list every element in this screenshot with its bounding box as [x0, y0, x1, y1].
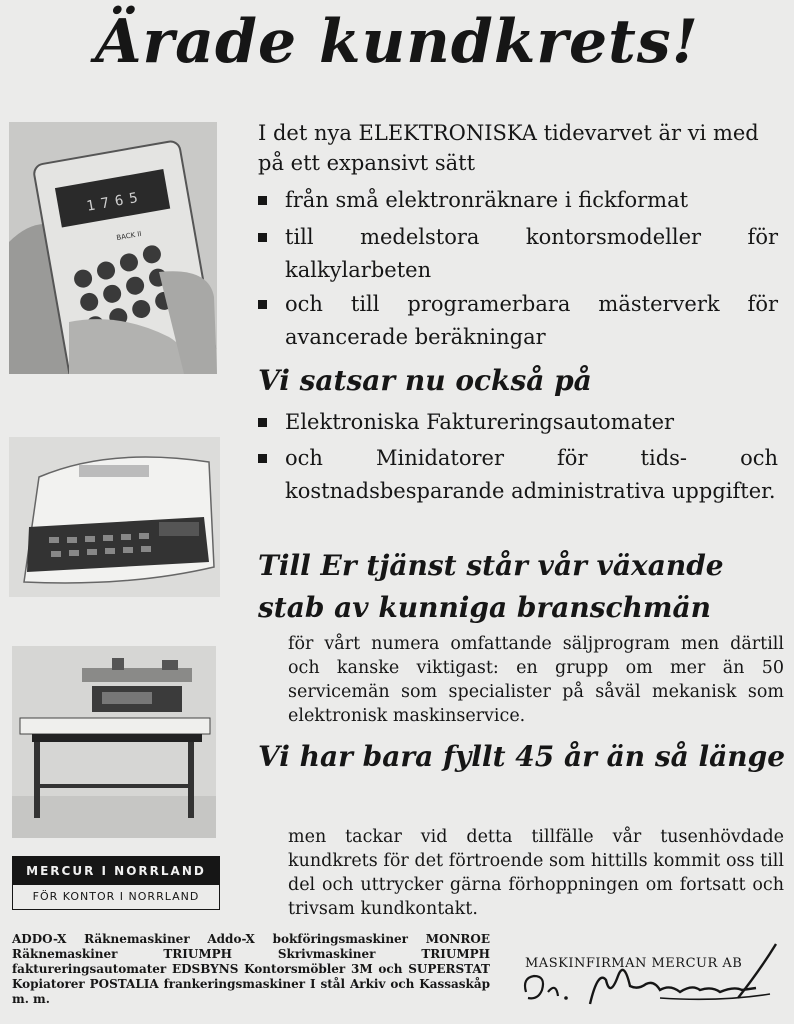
- photo-office-desk: [12, 646, 216, 838]
- bullet-square-icon: [258, 418, 267, 427]
- heading-45-ar: Vi har bara fyllt 45 år än så länge: [258, 740, 786, 773]
- signature: [520, 940, 788, 1016]
- photo-pocket-calculator: [9, 122, 217, 374]
- bullet-text: och Minidatorer för tids- och kostnadsbesparande administrativa uppgifter.: [285, 446, 778, 503]
- bullet-text: från små elektronräknare i fickformat: [285, 188, 689, 212]
- bullet-square-icon: [258, 454, 267, 463]
- headline: Ärade kundkrets!: [94, 7, 700, 77]
- paragraph-thanks: men tackar vid detta tillfälle vår tusenhövdade kundkrets för det förtroende som hittills kommit oss till del och uttrycker gärna förhoppningen om fortsatt och trivsam kundkontakt.: [288, 827, 784, 919]
- mercur-badge: [12, 856, 220, 910]
- heading-vi-satsar: Vi satsar nu också på: [258, 364, 592, 397]
- photo-desktop-calculator: [9, 437, 220, 597]
- calculator-brand: BACK II: [115, 229, 143, 243]
- company-name: MASKINFIRMAN MERCUR AB: [525, 956, 743, 971]
- intro-text: I det nya ELEKTRONISKA tidevarvet är vi med på ett expansivt sätt: [258, 121, 759, 175]
- bullet-text: till medelstora kontorsmodeller för kalkylarbeten: [285, 225, 778, 282]
- calculator-display-digits: 1765: [85, 189, 145, 215]
- bullet-item: [258, 221, 778, 287]
- bullet-text: och till programerbara mästerverk för avancerade beräkningar: [285, 292, 778, 349]
- paragraph-service: för vårt numera omfattande säljprogram men därtill och kanske viktigast: en grupp om mer än 50 servicemän som specialister på såväl mekanisk som elektronisk maskinservice.: [288, 634, 784, 726]
- bullet-square-icon: [258, 196, 267, 205]
- bullet-square-icon: [258, 300, 267, 309]
- badge-subtitle: FÖR KONTOR I NORRLAND: [32, 890, 200, 903]
- badge-title: MERCUR I NORRLAND: [13, 857, 219, 885]
- bullet-item: [258, 184, 778, 217]
- bullet-item: [258, 406, 778, 439]
- bullet-square-icon: [258, 233, 267, 242]
- bullet-item: [258, 442, 778, 508]
- bullet-item: [258, 288, 778, 354]
- heading-till-er-tjanst: Till Er tjänst står vår växande stab av kunniga branschmän: [258, 549, 724, 624]
- product-list: ADDO-X Räknemaskiner Addo-X bokföringsmaskiner MONROE Räknemaskiner TRIUMPH Skrivmaskiner TRIUMPH faktureringsautomater EDSBYNS Kontorsmöbler 3M och SUPERSTAT Kopiatorer POSTALIA frankeringsmaskiner I stål Arkiv och Kassaskåp m. m.: [12, 932, 490, 1006]
- bullet-text: Elektroniska Faktureringsautomater: [285, 410, 675, 434]
